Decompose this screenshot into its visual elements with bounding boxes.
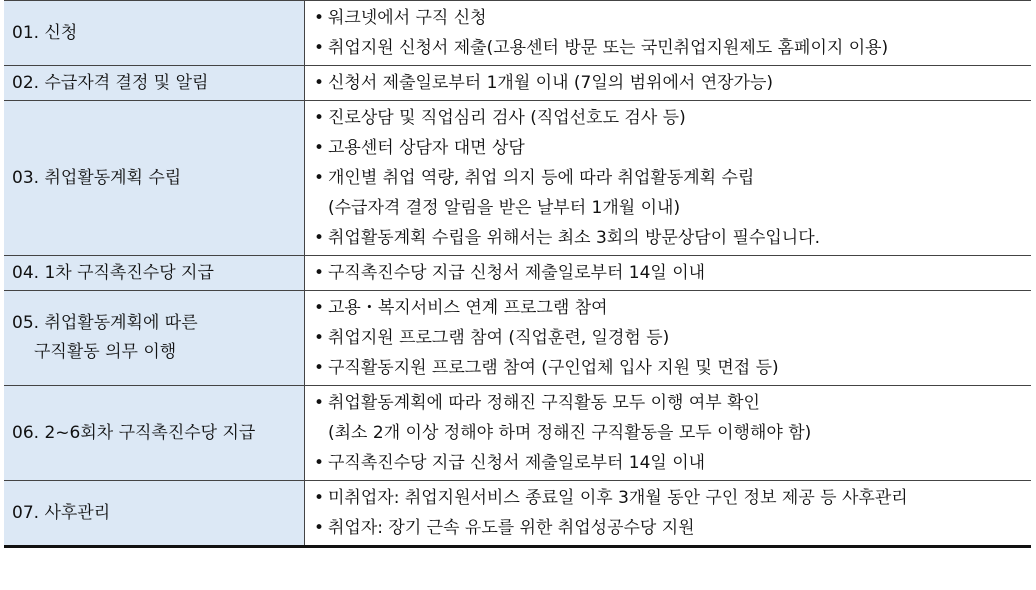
step-description-cell: [305, 481, 1032, 547]
description-continuation: [314, 418, 1031, 448]
step-name-cell: [4, 1, 305, 66]
description-item: [314, 223, 1031, 253]
description-item: [314, 323, 1031, 353]
bullet-icon: •: [314, 393, 325, 413]
description-text: 취업활동계획에 따라 정해진 구직활동 모두 이행 여부 확인: [328, 393, 760, 413]
description-item: [314, 103, 1031, 133]
step-name: 05. 취업활동계획에 따른: [12, 313, 198, 333]
description-text: 워크넷에서 구직 신청: [328, 8, 487, 28]
bullet-icon: •: [314, 518, 325, 538]
step-name: 01. 신청: [12, 22, 78, 43]
description-item: [314, 133, 1031, 163]
description-text: 고용센터 상담자 대면 상담: [328, 138, 525, 158]
step-description-cell: [305, 386, 1032, 481]
description-text: 구직촉진수당 지급 신청서 제출일로부터 14일 이내: [328, 453, 706, 473]
description-item: [314, 448, 1031, 478]
step-name-cell: [4, 291, 305, 386]
description-item: [314, 483, 1031, 513]
step-name-cell: [4, 386, 305, 481]
step-description-cell: [305, 256, 1032, 291]
description-item: [314, 258, 1031, 288]
process-step-row: [4, 256, 1031, 291]
description-text: 구직촉진수당 지급 신청서 제출일로부터 14일 이내: [328, 263, 706, 283]
process-table: [4, 0, 1031, 548]
description-text: 신청서 제출일로부터 1개월 이내 (7일의 범위에서 연장가능): [328, 73, 774, 93]
process-table-container: [4, 0, 1031, 548]
bullet-icon: •: [314, 298, 325, 318]
description-text: 고용・복지서비스 연계 프로그램 참여: [328, 298, 608, 318]
step-name: 03. 취업활동계획 수립: [12, 167, 182, 188]
step-name: 07. 사후관리: [12, 502, 111, 523]
process-step-row: [4, 1, 1031, 66]
bullet-icon: •: [314, 73, 325, 93]
description-text: (최소 2개 이상 정해야 하며 정해진 구직활동을 모두 이행해야 함): [328, 423, 812, 443]
description-text: 개인별 취업 역량, 취업 의지 등에 따라 취업활동계획 수립: [328, 168, 755, 188]
step-name-line2: 구직활동 의무 이행: [34, 342, 177, 362]
description-item: [314, 3, 1031, 33]
bullet-icon: •: [314, 263, 325, 283]
bullet-icon: •: [314, 328, 325, 348]
step-description-cell: [305, 291, 1032, 386]
step-description-cell: [305, 1, 1032, 66]
step-name-cell: [4, 481, 305, 547]
process-step-row: [4, 101, 1031, 256]
description-text: 취업활동계획 수립을 위해서는 최소 3회의 방문상담이 필수입니다.: [328, 228, 821, 248]
step-name: 04. 1차 구직촉진수당 지급: [12, 262, 214, 283]
description-text: 구직활동지원 프로그램 참여 (구인업체 입사 지원 및 면접 등): [328, 358, 779, 378]
step-name-cell: [4, 66, 305, 101]
bullet-icon: •: [314, 8, 325, 28]
process-step-row: [4, 386, 1031, 481]
description-item: [314, 33, 1031, 63]
description-continuation: [314, 193, 1031, 223]
step-description-cell: [305, 66, 1032, 101]
description-item: [314, 293, 1031, 323]
description-item: [314, 353, 1031, 383]
step-name: 02. 수급자격 결정 및 알림: [12, 72, 209, 93]
bullet-icon: •: [314, 228, 325, 248]
bullet-icon: •: [314, 108, 325, 128]
description-text: 취업지원 프로그램 참여 (직업훈련, 일경험 등): [328, 328, 670, 348]
description-text: 미취업자: 취업지원서비스 종료일 이후 3개월 동안 구인 정보 제공 등 사후관리: [328, 488, 908, 508]
step-name: 06. 2~6회차 구직촉진수당 지급: [12, 422, 256, 443]
description-text: 진로상담 및 직업심리 검사 (직업선호도 검사 등): [328, 108, 686, 128]
process-step-row: [4, 481, 1031, 547]
bullet-icon: •: [314, 453, 325, 473]
bullet-icon: •: [314, 168, 325, 188]
step-name-cell: [4, 101, 305, 256]
step-description-cell: [305, 101, 1032, 256]
description-text: 취업지원 신청서 제출(고용센터 방문 또는 국민취업지원제도 홈페이지 이용): [328, 38, 889, 58]
description-item: [314, 68, 1031, 98]
description-item: [314, 388, 1031, 418]
process-step-row: [4, 66, 1031, 101]
description-item: [314, 513, 1031, 543]
bullet-icon: •: [314, 138, 325, 158]
bullet-icon: •: [314, 488, 325, 508]
description-item: [314, 163, 1031, 193]
bullet-icon: •: [314, 358, 325, 378]
description-text: 취업자: 장기 근속 유도를 위한 취업성공수당 지원: [328, 518, 695, 538]
process-step-row: [4, 291, 1031, 386]
bullet-icon: •: [314, 38, 325, 58]
step-name-cell: [4, 256, 305, 291]
description-text: (수급자격 결정 알림을 받은 날부터 1개월 이내): [328, 198, 681, 218]
